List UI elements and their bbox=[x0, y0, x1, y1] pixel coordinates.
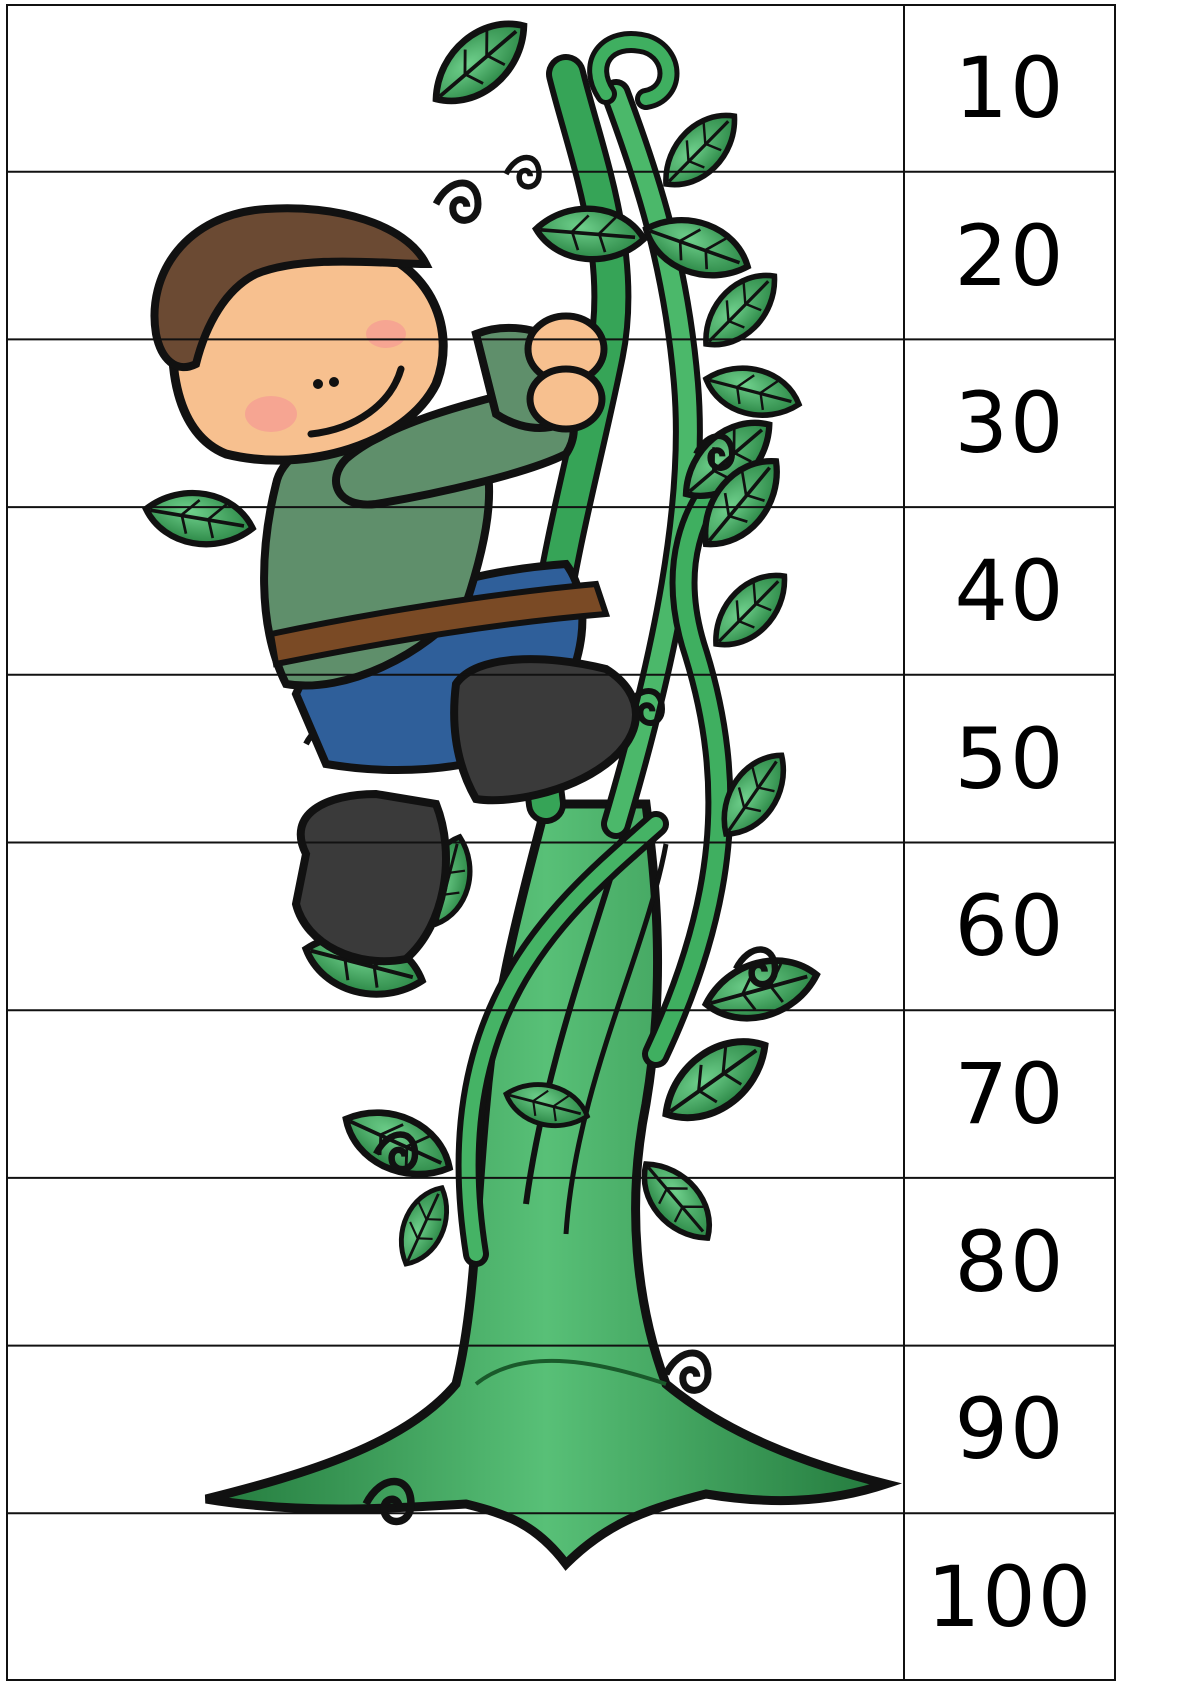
strip-number-9: 90 bbox=[954, 1380, 1066, 1479]
strip-number-4: 40 bbox=[954, 541, 1066, 640]
strip-number-3: 30 bbox=[954, 374, 1066, 473]
strip-number-10: 100 bbox=[926, 1548, 1094, 1647]
strip-number-2: 20 bbox=[954, 206, 1066, 305]
strip-number-7: 70 bbox=[954, 1045, 1066, 1144]
strip-number-8: 80 bbox=[954, 1212, 1066, 1311]
number-strip-puzzle bbox=[6, 4, 1116, 1681]
strip-number-6: 60 bbox=[954, 877, 1066, 976]
strip-number-1: 10 bbox=[954, 38, 1066, 137]
strip-number-5: 50 bbox=[954, 709, 1066, 808]
